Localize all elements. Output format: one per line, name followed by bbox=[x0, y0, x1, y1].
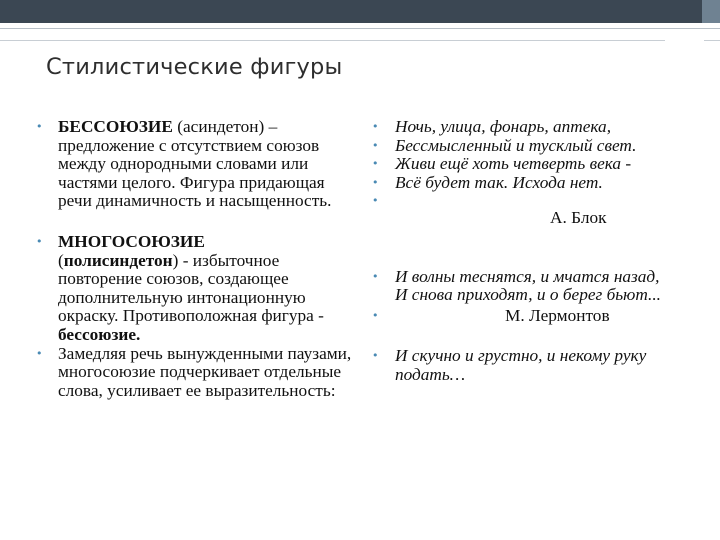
empty-item bbox=[372, 192, 702, 211]
list-item-effect bbox=[36, 345, 356, 401]
author-lermontov-item bbox=[372, 307, 702, 326]
bullet-icon: • bbox=[372, 269, 379, 283]
definition-polysyndeton: ) - избыточное повторение союзов, создающее дополнительную интонационную окраску. Противоположная фигура - bbox=[58, 250, 324, 326]
author-lermontov: М. Лермонтов bbox=[505, 305, 610, 325]
poem-line: • Всё будет так. Исхода нет. bbox=[372, 172, 603, 192]
slide-title: Стилистические фигуры bbox=[46, 54, 343, 80]
definition-asyndeton: (асиндетон) – предложение с отсутствием союзов между однородными словами или частями целого. Фигура придающая речи динамичность и насыщенность. bbox=[58, 117, 332, 211]
bullet-icon: • bbox=[372, 157, 379, 171]
term-asyndeton-ref: бессоюзие. bbox=[58, 324, 141, 344]
bullet-icon: • bbox=[36, 120, 43, 133]
poem-line: • Ночь, улица, фонарь, аптека, bbox=[372, 117, 612, 136]
bullet-icon: • bbox=[36, 234, 43, 248]
poem-line: • И волны теснятся, и мчатся назад, И снова приходят, и о берег бьют... bbox=[372, 266, 661, 305]
poem-line: • И скучно и грустно, и некому руку подать… bbox=[372, 346, 647, 384]
list-item-asyndeton bbox=[36, 118, 356, 211]
header-decoration bbox=[0, 0, 720, 60]
author-blok: А. Блок bbox=[550, 207, 607, 227]
bullet-icon: • bbox=[36, 346, 43, 360]
term-asyndeton: БЕССОЮЗИЕ bbox=[58, 117, 173, 136]
list-item-polysyndeton: • МНОГОСОЮЗИЕ (полисиндетон) - избыточное повторение союзов, создающее дополнительную интонационную окраску. Противоположная фигура - бессоюзие. bbox=[36, 231, 324, 344]
poem-line: • Живи ещё хоть четверть века - bbox=[372, 154, 632, 174]
term-polysyndeton-alt: полисиндетон bbox=[63, 250, 173, 270]
bullet-icon: • bbox=[372, 175, 379, 189]
bullet-icon: • bbox=[372, 308, 379, 322]
right-column bbox=[372, 118, 702, 385]
bullet-icon: • bbox=[372, 194, 379, 208]
effect-text: Замедляя речь вынужденными паузами, многосоюзие подчеркивает отдельные слова, усиливает ее выразительность: bbox=[58, 343, 352, 400]
bullet-icon: • bbox=[372, 120, 379, 133]
left-column bbox=[36, 118, 356, 400]
bullet-icon: • bbox=[372, 138, 379, 152]
bullet-icon: • bbox=[372, 349, 379, 363]
poem-line: • Бессмысленный и тусклый свет. bbox=[372, 135, 637, 155]
term-polysyndeton: МНОГОСОЮЗИЕ bbox=[58, 231, 205, 251]
